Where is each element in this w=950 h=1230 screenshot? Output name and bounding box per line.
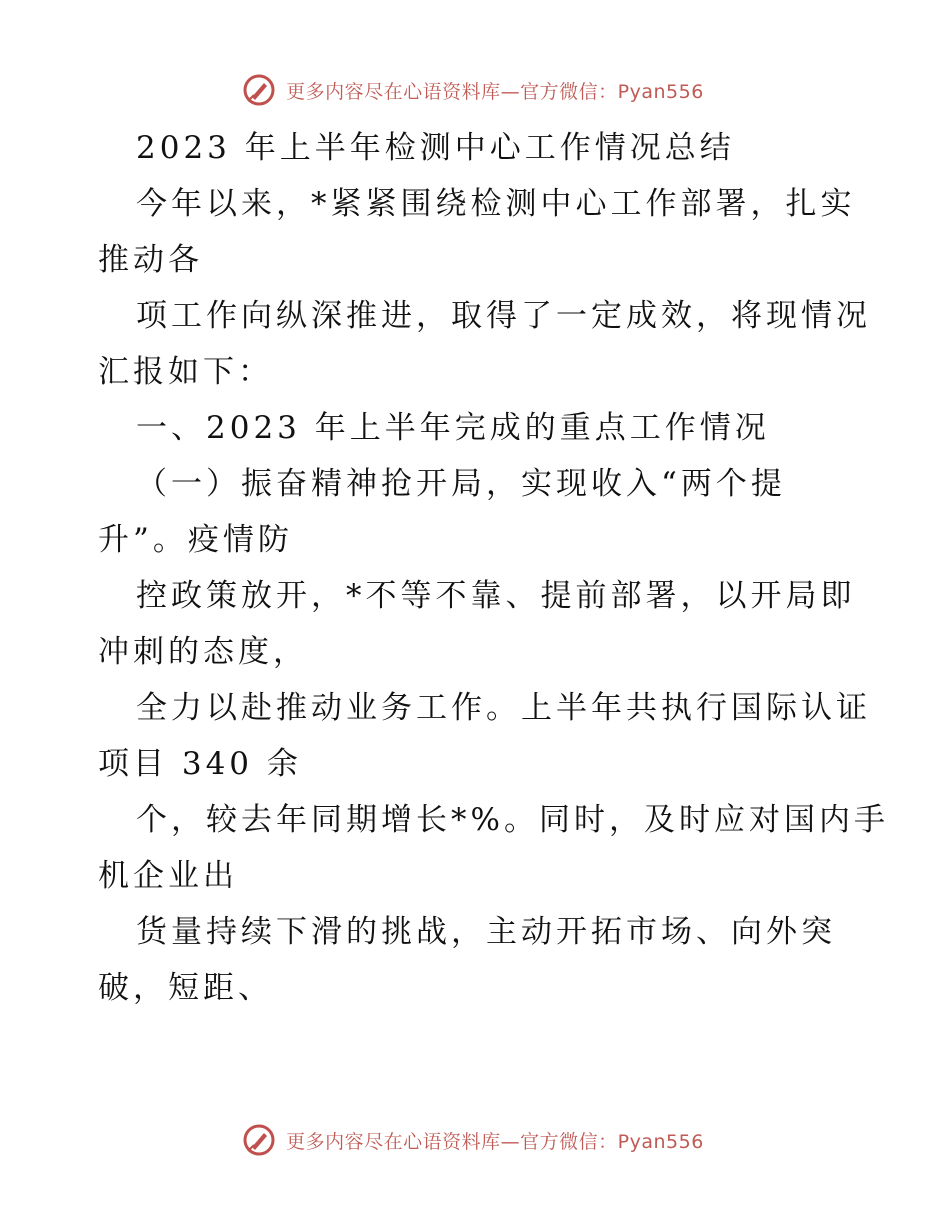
text-line: 项工作向纵深推进，取得了一定成效，将现情况 (136, 298, 871, 334)
text-line: 2023 年上半年检测中心工作情况总结 (136, 130, 735, 166)
watermark-text: 更多内容尽在心语资料库—官方微信：Pyan556 (286, 80, 704, 103)
text-line: 全力以赴推动业务工作。上半年共执行国际认证 (136, 690, 871, 726)
text-line: 冲刺的态度， (98, 634, 308, 670)
text-line: 机企业出 (98, 858, 238, 894)
text-line: 项目 340 余 (98, 746, 302, 782)
header-watermark (0, 70, 950, 110)
text-line: （一）振奋精神抢开局，实现收入“两个提 (136, 466, 786, 502)
text-line: 推动各 (98, 242, 203, 278)
watermark-text: 更多内容尽在心语资料库—官方微信：Pyan556 (286, 1130, 704, 1153)
text-line: 控政策放开，*不等不靠、提前部署，以开局即 (136, 578, 856, 614)
text-line: 一、2023 年上半年完成的重点工作情况 (136, 410, 770, 446)
pen-logo-icon (242, 1123, 276, 1157)
footer-watermark (0, 1120, 950, 1160)
text-line: 个，较去年同期增长*%。同时，及时应对国内手 (136, 802, 889, 838)
text-line: 汇报如下： (98, 354, 273, 390)
text-line: 破，短距、 (98, 970, 273, 1006)
text-line: 货量持续下滑的挑战，主动开拓市场、向外突 (136, 914, 836, 950)
text-line: 今年以来，*紧紧围绕检测中心工作部署，扎实 (136, 186, 856, 222)
pen-logo-icon (242, 73, 276, 107)
document-body (98, 120, 889, 1016)
text-line: 升”。疫情防 (98, 522, 293, 558)
